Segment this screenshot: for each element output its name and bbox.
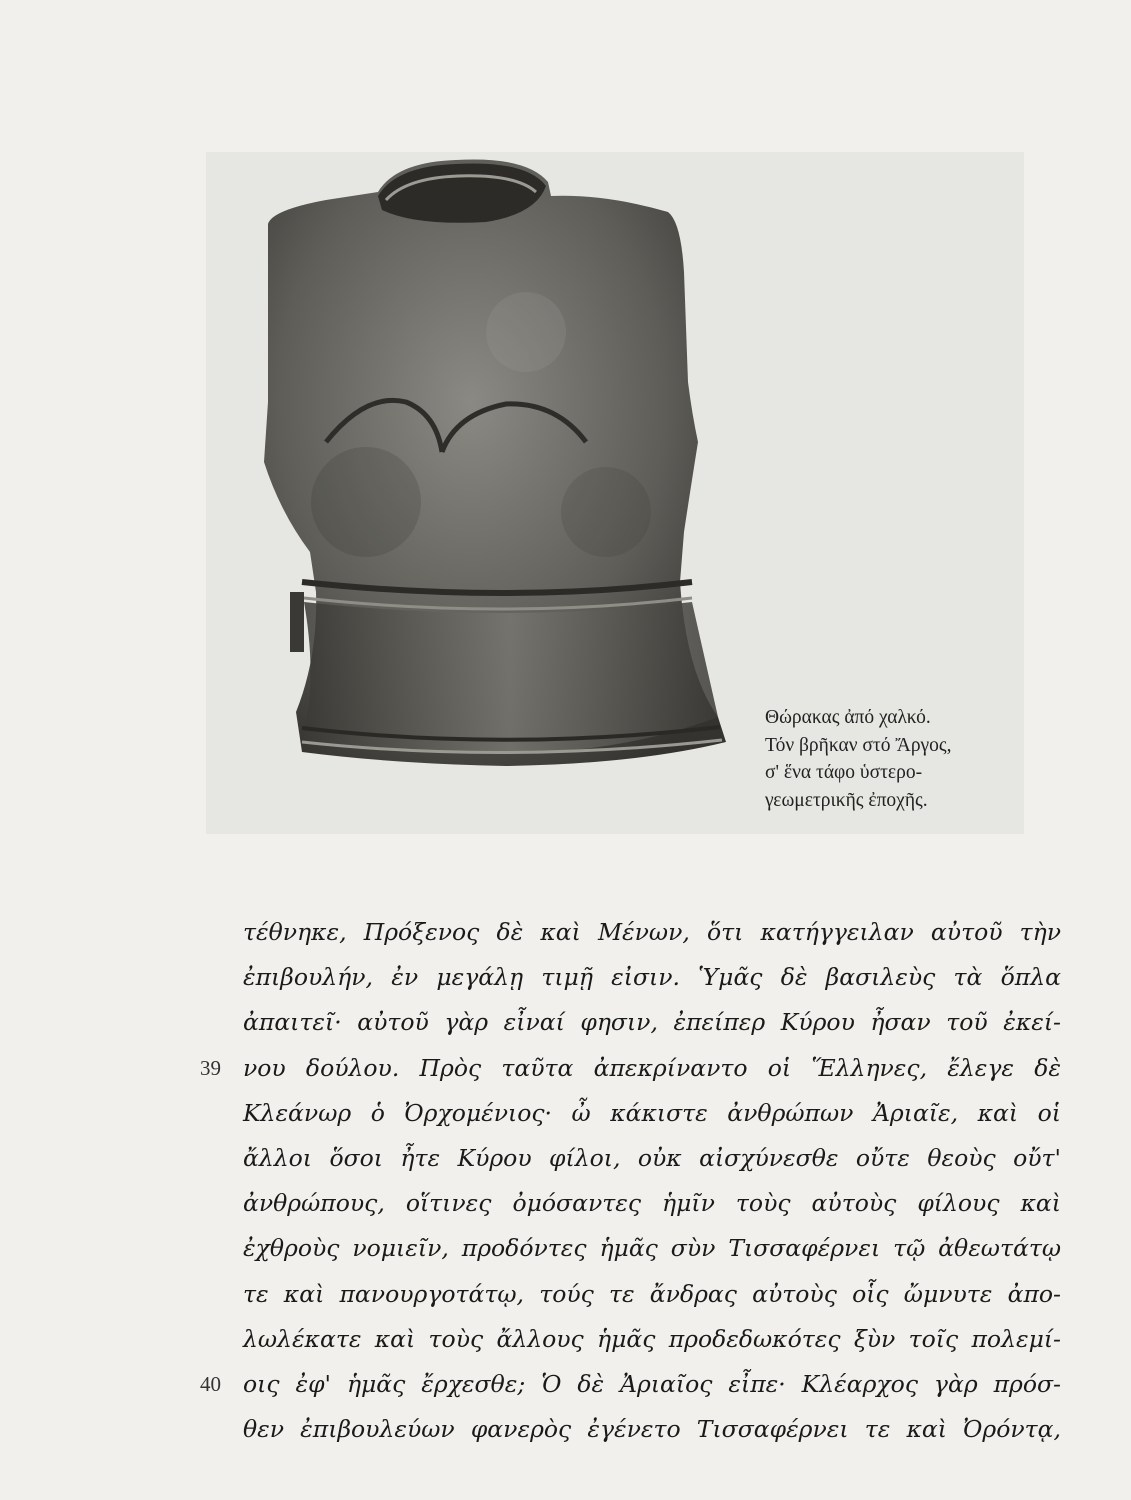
text-line: Κλεάνωρ ὁ Ὀρχομένιος· ὦ κάκιστε ἀνθρώπων Ἀριαῖε, καὶ οἱ [243,1098,1061,1127]
text-line: ἄλλοι ὅσοι ἦτε Κύρου φίλοι, οὐκ αἰσχύνεσθε οὔτε θεοὺς οὔτ' [243,1144,1061,1173]
text-line: ἀπαιτεῖ· αὐτοῦ γὰρ εἶναί φησιν, ἐπείπερ Κύρου ἦσαν τοῦ ἐκεί- [243,1008,1061,1037]
text-line: 40 οις ἐφ' ἡμᾶς ἔρχεσθε; Ὁ δὲ Ἀριαῖος εἶπε· Κλέαρχος γὰρ πρόσ- [243,1362,1061,1407]
text-line: ἐχθροὺς νομιεῖν, προδόντες ἡμᾶς σὺν Τισσαφέρνει τῷ ἀθεωτάτῳ [243,1234,1061,1263]
text-line: ἐπιβουλήν, ἐν μεγάλῃ τιμῇ εἰσιν. Ὑμᾶς δὲ βασιλεὺς τὰ ὅπλα [243,963,1061,992]
greek-body-text [200,910,1063,1452]
text-line: τε καὶ πανουργοτάτῳ, τούς τε ἄνδρας αὐτοὺς οἷς ὤμνυτε ἀπο- [243,1279,1061,1308]
text-line: ἀνθρώπους, οἵτινες ὀμόσαντες ἡμῖν τοὺς αὐτοὺς φίλους καὶ [243,1189,1061,1218]
text-line: λωλέκατε καὶ τοὺς ἄλλους ἡμᾶς προδεδωκότες ξὺν τοῖς πολεμί- [243,1324,1061,1353]
text-line: 39 νου δούλου. Πρὸς ταῦτα ἀπεκρίναντο οἱ Ἕλληνες, ἔλεγε δὲ [243,1046,1061,1091]
text-line: θεν ἐπιβουλεύων φανερὸς ἐγένετο Τισσαφέρνει τε καὶ Ὀρόντᾳ, [243,1415,1061,1444]
section-number: 39 [200,1055,221,1080]
caption-line: Τόν βρῆκαν στό Ἄργος, [765,734,952,756]
caption-line: σ' ἕνα τάφο ὑστερο- [765,762,923,783]
figure-caption [765,704,1025,814]
text-line: τέθνηκε, Πρόξενος δὲ καὶ Μένων, ὅτι κατήγγειλαν αὐτοῦ τὴν [243,918,1061,946]
section-number: 40 [200,1372,221,1397]
caption-line: γεωμετρικῆς ἐποχῆς. [765,789,928,811]
caption-line: Θώρακας ἀπό χαλκό. [765,707,931,728]
